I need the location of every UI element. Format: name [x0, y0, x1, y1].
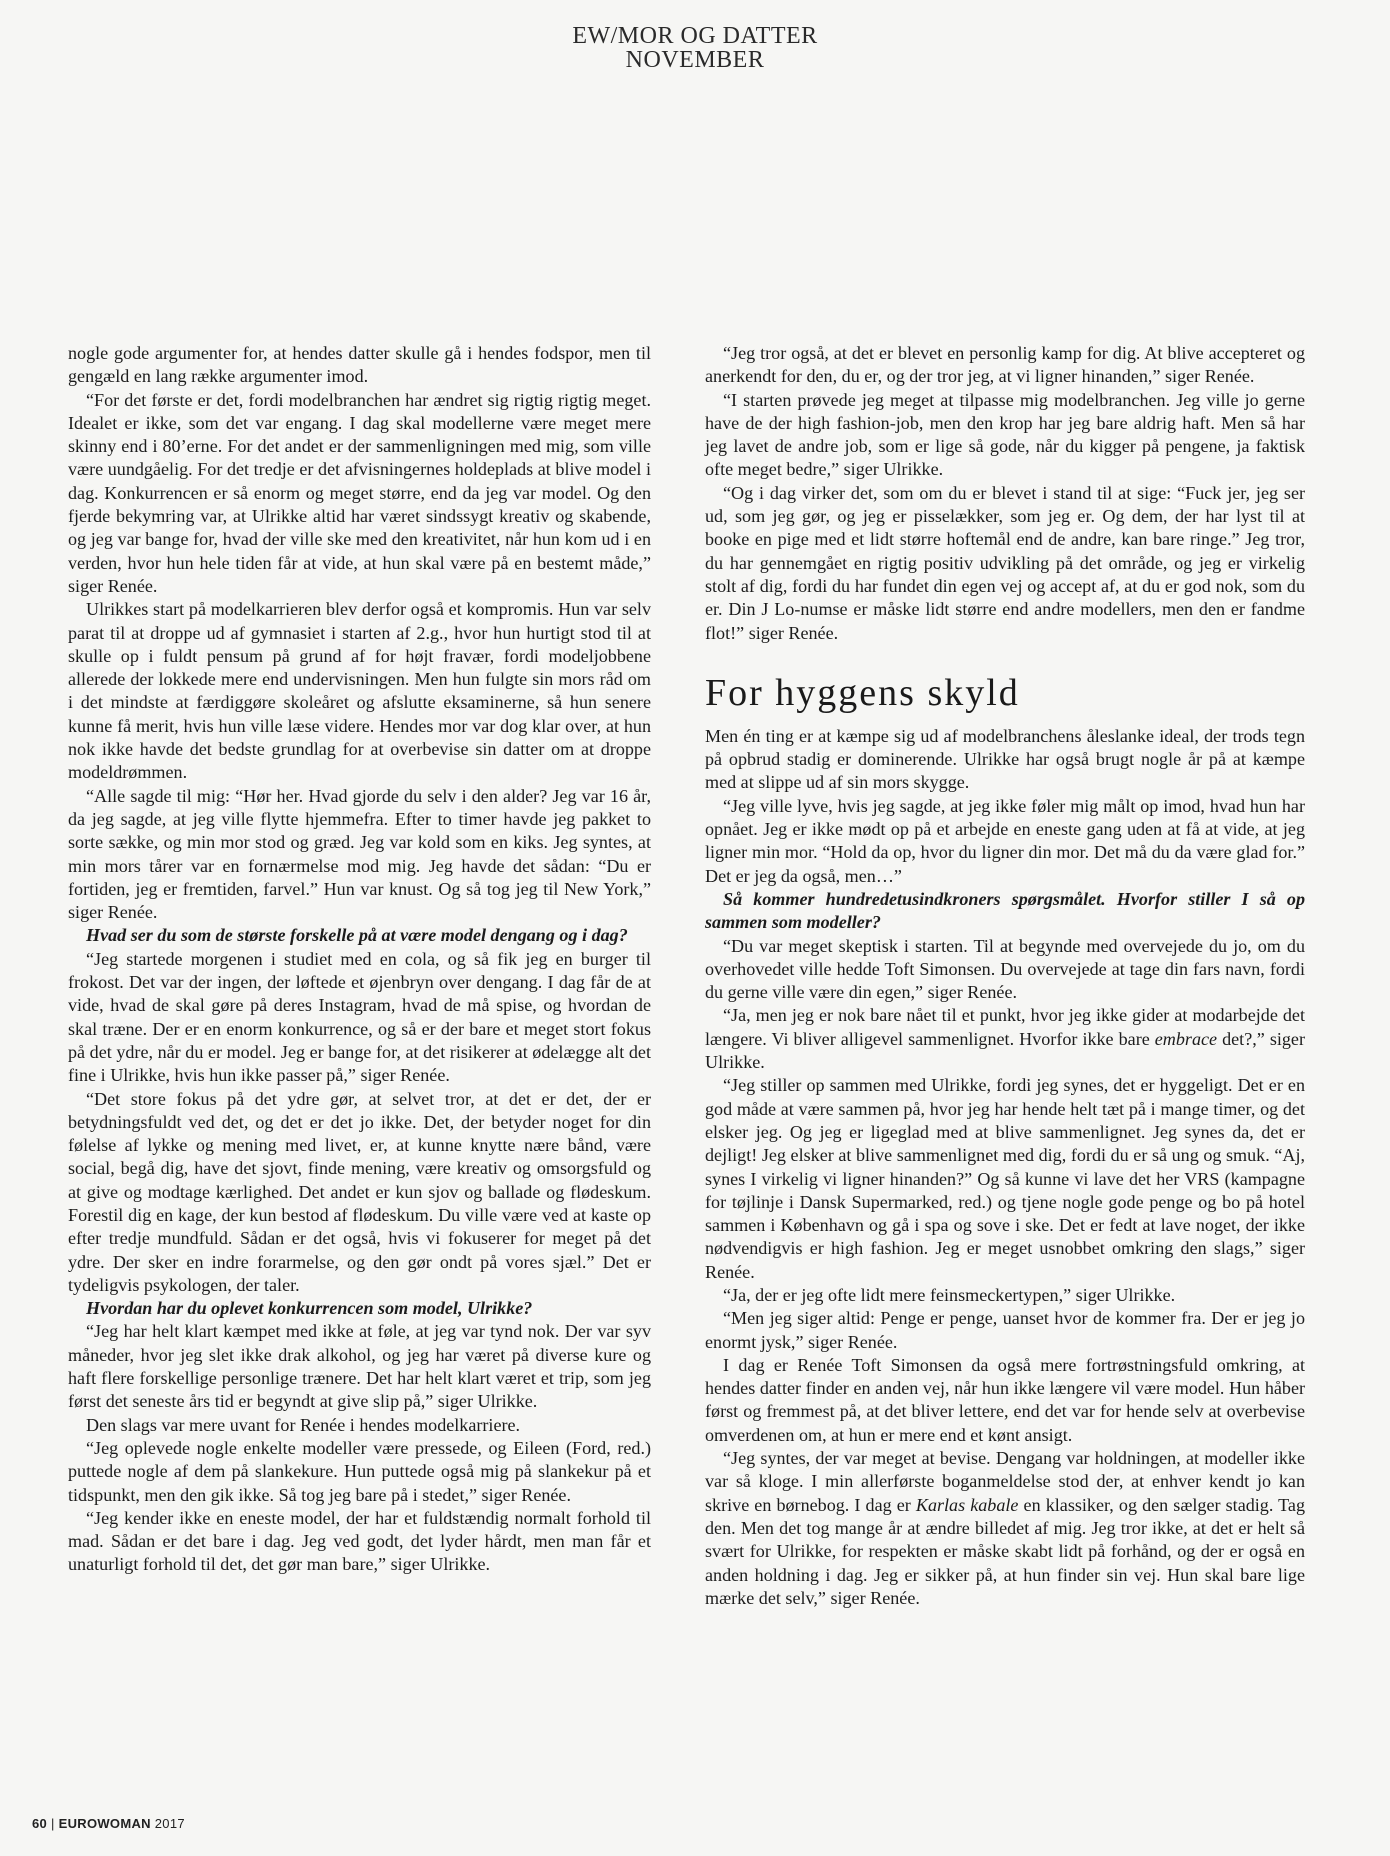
body-paragraph: Men én ting er at kæmpe sig ud af modelbranchens åleslanke ideal, der trods tegn på opbrud stadig er dominerende. Ulrikke har også brugt nogle år på at kæmpe med at slippe ud af sin mors skygge.: [705, 725, 1305, 793]
body-paragraph: “I starten prøvede jeg meget at tilpasse mig modelbranchen. Jeg ville jo gerne have de der high fashion-job, men den krop har jeg bare aldrig haft. Men så har jeg lavet de andre job, som er lige så gode, når du kigger på pengene, ja faktisk ofte meget bedre,” siger Ulrikke.: [705, 389, 1305, 480]
interview-question: Hvad ser du som de største forskelle på at være model dengang og i dag?: [86, 925, 628, 946]
body-paragraph: “Jeg oplevede nogle enkelte modeller være pressede, og Eileen (Ford, red.) puttede nogle af dem på slankekure. Hun puttede også mig på slankekur på et tidspunkt, men den gik ikke. Så tog jeg bare på i stedet,” siger Renée.: [68, 1437, 651, 1505]
issue-month: NOVEMBER: [625, 47, 765, 73]
body-paragraph: “Men jeg siger altid: Penge er penge, uanset hvor de kommer fra. Der er jeg jo enormt jysk,” siger Renée.: [705, 1308, 1305, 1352]
body-paragraph: “Jeg ville lyve, hvis jeg sagde, at jeg ikke føler mig målt op imod, hvad hun har opnået. Jeg er ikke mødt op på et arbejde en eneste gang uden at få at vide, at jeg ligner min mor. “Hold da op, hvor du ligner din mor. Det må du da være glad for.” Det er jeg da også, men…”: [705, 795, 1305, 886]
body-paragraph: “Jeg startede morgenen i studiet med en cola, og så fik jeg en burger til frokost. Det var der ingen, der løftede et øjenbryn over dengang. I dag får de at vide, hvad de skal gøre på deres Instagram, hvad de må spise, og hvordan de skal træne. Der er en enorm konkurrence, og så er der bare et meget stort fokus på det ydre, når du er model. Jeg er bange for, at det risikerer at ødelægge alt det fine i Ulrikke, hvis hun ikke passer på,” siger Renée.: [68, 948, 651, 1086]
publication-year: 2017: [154, 1816, 185, 1831]
body-paragraph: “Jeg kender ikke en eneste model, der har et fuldstændig normalt forhold til mad. Sådan er det bare i dag. Jeg ved godt, det lyder hårdt, men man får et unaturligt forhold til det, det gør man bare,” siger Ulrikke.: [68, 1507, 651, 1575]
paragraph-text: “Ja, men jeg er nok bare nået til et punkt, hvor jeg ikke gider at modarbejde det længere. Vi bliver alligevel sammenlignet. Hvorfor ikke bare: [705, 1005, 1305, 1049]
body-paragraph: [705, 1004, 1305, 1074]
body-paragraph: [705, 1447, 1305, 1610]
magazine-name: EUROWOMAN: [58, 1816, 151, 1831]
body-paragraph: “Du var meget skeptisk i starten. Til at begynde med overvejede du jo, om du overhovedet ville hedde Toft Simonsen. Du overvejede at tage din fars navn, fordi du gerne ville være din egen,” siger Renée.: [705, 935, 1305, 1003]
section-subheading: For hyggens skyld: [705, 671, 1020, 714]
interview-question: Så kommer hundredetusindkroners spørgsmålet. Hvorfor stiller I så op sammen som modeller?: [705, 888, 1305, 933]
interview-question: Hvordan har du oplevet konkurrencen som model, Ulrikke?: [86, 1298, 533, 1319]
body-paragraph: “Ja, der er jeg ofte lidt mere feinsmeckertypen,” siger Ulrikke.: [723, 1284, 1176, 1305]
body-paragraph: nogle gode argumenter for, at hendes datter skulle gå i hendes fodspor, men til gengæld en lang række argumenter imod.: [68, 343, 651, 387]
article-column-right: [705, 342, 1305, 1610]
article-column-left: [68, 342, 651, 1577]
body-paragraph: “Jeg har helt klart kæmpet med ikke at føle, at jeg var tynd nok. Der var syv måneder, hvor jeg slet ikke drak alkohol, og jeg har været på diverse kure og haft flere forskellige personlige trænere. Det har helt klart været et trip, som jeg først det seneste års tid er begyndt at give slip på,” siger Ulrikke.: [68, 1321, 651, 1412]
paragraph-text: “Jeg syntes, der var meget at bevise. Dengang var holdningen, at modeller ikke var så kloge. I min allerførste boganmeldelse stod der, at enhver kendt jo kan skrive en børnebog. I dag er: [705, 1448, 1305, 1515]
body-paragraph: I dag er Renée Toft Simonsen da også mere fortrøstningsfuld omkring, at hendes datter finder en anden vej, når hun ikke længere vil være model. Hun håber først og fremmest på, at det bliver lettere, end det var for hende selv at overbevise omverdenen om, at hun er mere end et kønt ansigt.: [705, 1354, 1305, 1445]
page-footer: [32, 1816, 185, 1831]
body-paragraph: “Og i dag virker det, som om du er blevet i stand til at sige: “Fuck jer, jeg ser ud, som jeg gør, og jeg er pisselækker, som jeg er. Og dem, der har lyst til at booke en pige med et lidt større hoftemål end de andre, kan bare ringe.” Jeg tror, du har gennemgået en rigtig positiv udvikling på det område, og jeg er virkelig stolt af dig, fordi du har fundet din egen vej og accept af, at du er god nok, som du er. Din J Lo-numse er måske lidt større end andre modellers, men den er fandme flot!” siger Renée.: [705, 482, 1305, 643]
body-paragraph: “Det store fokus på det ydre gør, at selvet tror, at det er det, der er betydningsfuldt ved det, og det er det jo ikke. Det, der betyder noget for din følelse af lykke og mening med livet, er, at kunne knytte nære bånd, være social, begå dig, have det sjovt, finde mening, være kreativ og omsorgsfuld og at give og modtage kærlighed. Det andet er kun sjov og ballade og flødeskum. Forestil dig en kage, der kun bestod af flødeskum. Du ville være ved at kaste op efter tredje mundfuld. Sådan er det også, hvis vi fokuserer for meget på det ydre. Der sker en indre forarmelse, og den gør ondt på vores sjæl.” Det er tydeligvis psykologen, der taler.: [68, 1088, 651, 1295]
body-paragraph: “For det første er det, fordi modelbranchen har ændret sig rigtig rigtig meget. Idealet er ikke, som det var engang. I dag skal modellerne være meget mere skinny end i 80’erne. For det andet er der sammenligningen med mig, som ville være uundgåelig. For det tredje er det afvisningernes holdeplads at blive model i dag. Konkurrencen er så enorm og meget større, end da jeg var model. Og den fjerde bekymring var, at Ulrikke altid har været sindssygt kreativ og skabende, og jeg var bange for, hvad der ville ske med den kreativitet, når hun kom ud i en verden, hvor hun hele tiden får at vide, at hun skal være på en bestemt måde,” siger Renée.: [68, 389, 651, 596]
body-paragraph: “Jeg tror også, at det er blevet en personlig kamp for dig. At blive accepteret og anerkendt for den, du er, og der tror jeg, at vi ligner hinanden,” siger Renée.: [705, 343, 1305, 387]
body-paragraph: “Jeg stiller op sammen med Ulrikke, fordi jeg synes, det er hyggeligt. Det er en god måde at være sammen på, hvor jeg har hende helt tæt på i mange timer, og det elsker jeg. Og jeg er ligeglad med at blive sammenlignet. Jeg synes da, det er dejligt! Jeg elsker at blive sammenlignet med dig, fordi du er så ung og smuk. “Aj, synes I virkelig vi ligner hinanden?” Og så kunne vi lave det her VRS (kampagne for tøjlinje i Dansk Supermarked, red.) og tjene nogle gode penge og bo på hotel sammen i København og gå i spa og sove i ske. Det er fedt at lave noget, der ikke nødvendigvis er high fashion. Jeg er meget usnobbet omkring den slags,” siger Renée.: [705, 1075, 1305, 1282]
body-paragraph: “Alle sagde til mig: “Hør her. Hvad gjorde du selv i den alder? Jeg var 16 år, da jeg sagde, at jeg ville flytte hjemmefra. Efter to timer havde jeg pakket to sorte sække, og min mor stod og græd. Jeg var kold som en kiks. Jeg syntes, at min mors tårer var en fornærmelse mod mig. Jeg havde det sådan: “Du er fortiden, jeg er fremtiden, farvel.” Hun var knust. Og så tog jeg til New York,” siger Renée.: [68, 785, 651, 923]
page-header: [0, 24, 1390, 72]
footer-separator: |: [50, 1816, 55, 1831]
emphasized-text: Karlas kabale: [915, 1494, 1019, 1515]
page-number: 60: [32, 1816, 48, 1831]
body-paragraph: Den slags var mere uvant for Renée i hendes modelkarriere.: [86, 1414, 521, 1435]
paragraph-text: det?,” siger Ulrikke.: [705, 1028, 1305, 1073]
body-paragraph: Ulrikkes start på modelkarrieren blev derfor også et kompromis. Hun var selv parat til at droppe ud af gymnasiet i starten af 2.g., hvor hun hurtigt stod til at skulle op i fuldt pensum på grund af for højt fravær, fordi modeljobbene allerede der lokkede mere end undervisningen. Men hun fulgte sin mors råd om i det mindste at færdiggøre skoleåret og afslutte eksaminerne, så hun senere kunne få merit, hvis hun ville læse videre. Hendes mor var dog klar over, at hun nok ikke havde det bedste grundlag for at overbevise sin datter om at droppe modeldrømmen.: [68, 599, 651, 783]
paragraph-text: en klassiker, og den sælger stadig. Tag den. Men det tog mange år at ændre billedet af mig. Jeg tror ikke, at det er helt så svært for Ulrikke, for respekten er måske skabt lidt på forhånd, og der er også en anden holdning i dag. Jeg er sikker på, at hun finder sin vej. Hun skal bare lige mærke det selv,” siger Renée.: [705, 1494, 1305, 1608]
emphasized-text: embrace: [1154, 1028, 1218, 1049]
section-title: EW/MOR OG DATTER: [572, 23, 818, 49]
